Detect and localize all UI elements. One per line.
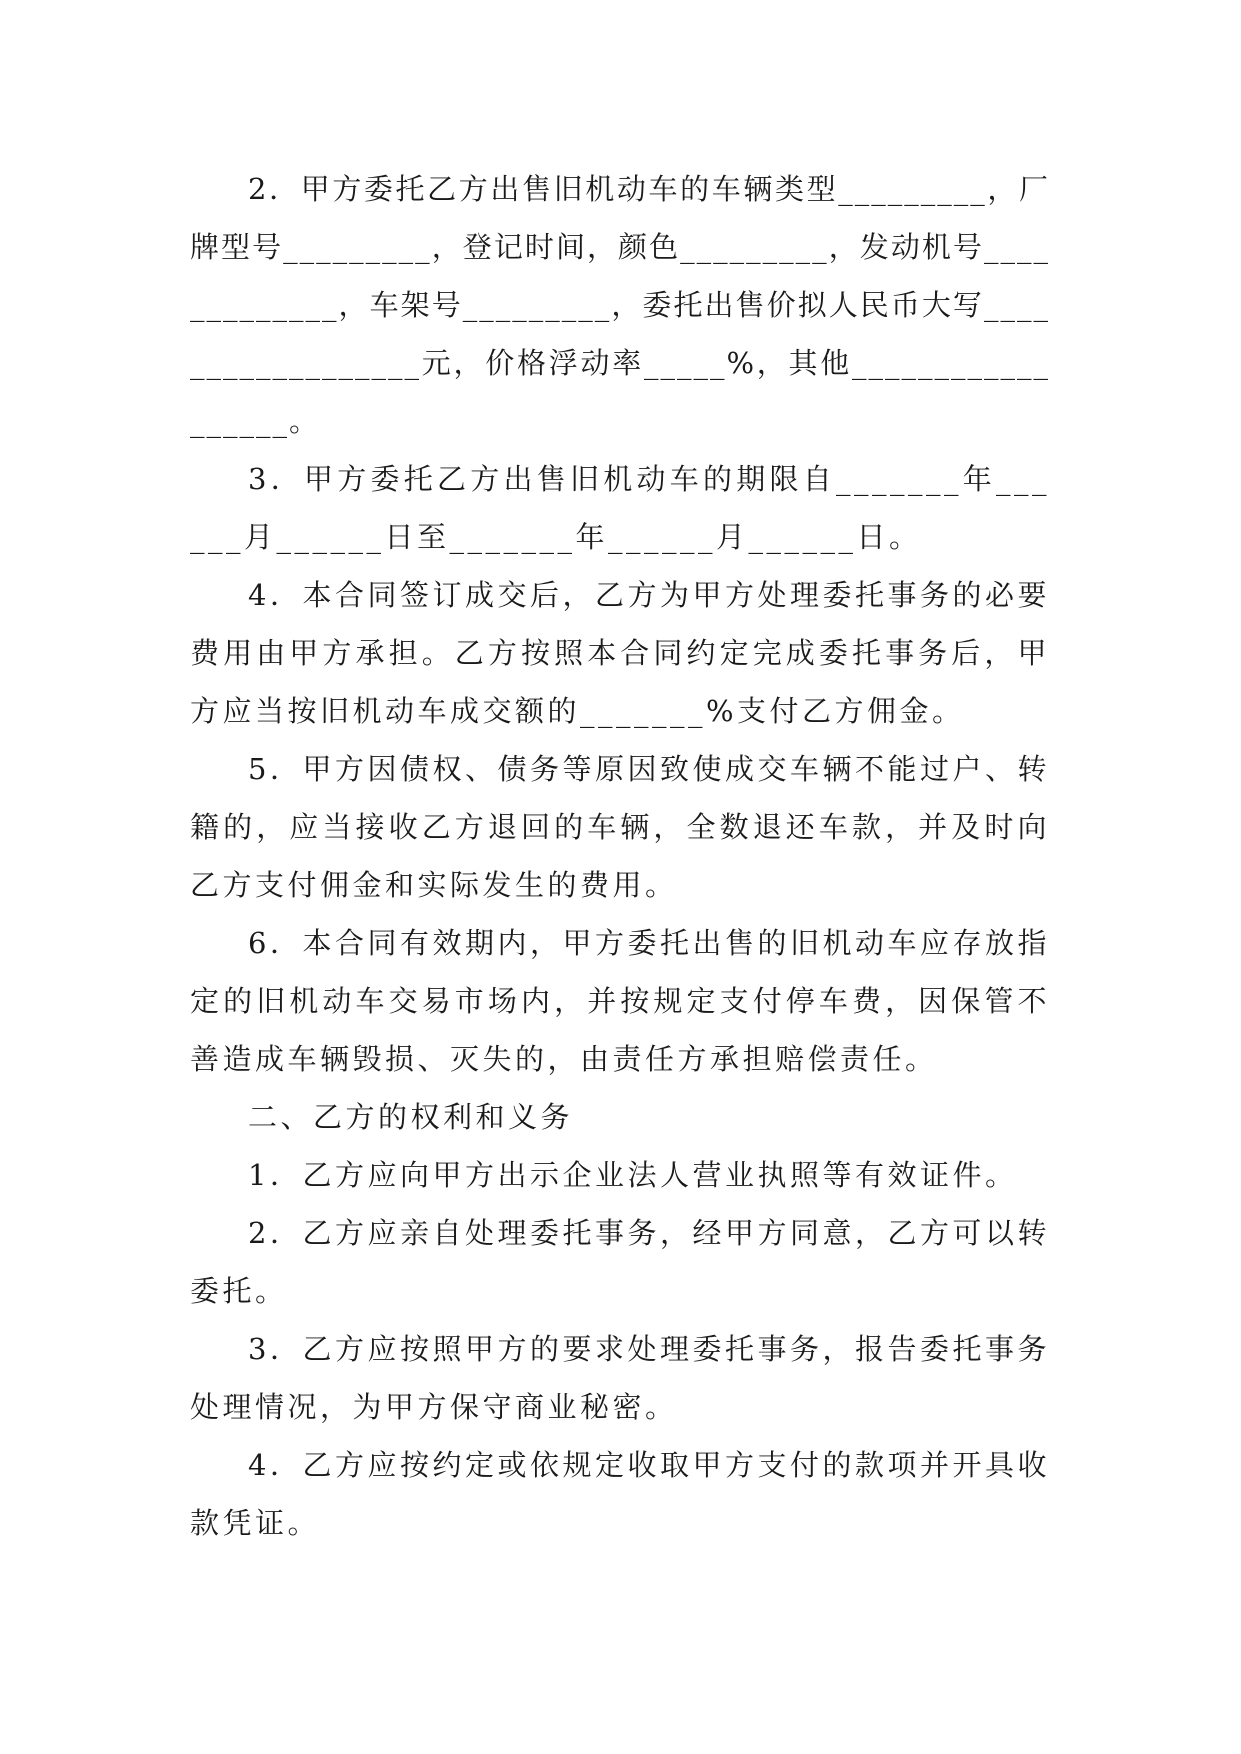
clause-a4-commission: 4．本合同签订成交后，乙方为甲方处理委托事务的必要费用由甲方承担。乙方按照本合同约定完成委托事务后，甲方应当按旧机动车成交额的_______%支付乙方佣金。 xyxy=(190,578,1050,728)
clause-a2-vehicle-details: 2．甲方委托乙方出售旧机动车的车辆类型_________，厂牌型号_________，登记时间，颜色_________，发动机号_____________，车架号_________，委托出售价拟人民币大写__________________元，价格浮动率_____%，其他__________________。 xyxy=(190,172,1050,438)
clause-b2-handling: 2．乙方应亲自处理委托事务，经甲方同意，乙方可以转委托。 xyxy=(190,1216,1050,1308)
clause-a6-storage: 6．本合同有效期内，甲方委托出售的旧机动车应存放指定的旧机动车交易市场内，并按规定支付停车费，因保管不善造成车辆毁损、灭失的，由责任方承担赔偿责任。 xyxy=(190,926,1050,1076)
document-body xyxy=(190,160,1050,1552)
clause-b1-license: 1．乙方应向甲方出示企业法人营业执照等有效证件。 xyxy=(248,1158,1018,1192)
clause-b3-confidentiality: 3．乙方应按照甲方的要求处理委托事务，报告委托事务处理情况，为甲方保守商业秘密。 xyxy=(190,1332,1050,1424)
clause-b4-receipt: 4．乙方应按约定或依规定收取甲方支付的款项并开具收款凭证。 xyxy=(190,1448,1050,1540)
section-heading-party-b: 二、乙方的权利和义务 xyxy=(248,1100,574,1134)
clause-a5-debt: 5．甲方因债权、债务等原因致使成交车辆不能过户、转籍的，应当接收乙方退回的车辆，全数退还车款，并及时向乙方支付佣金和实际发生的费用。 xyxy=(190,752,1050,902)
clause-a3-term: 3．甲方委托乙方出售旧机动车的期限自_______年______月______日至_______年______月______日。 xyxy=(190,462,1050,554)
